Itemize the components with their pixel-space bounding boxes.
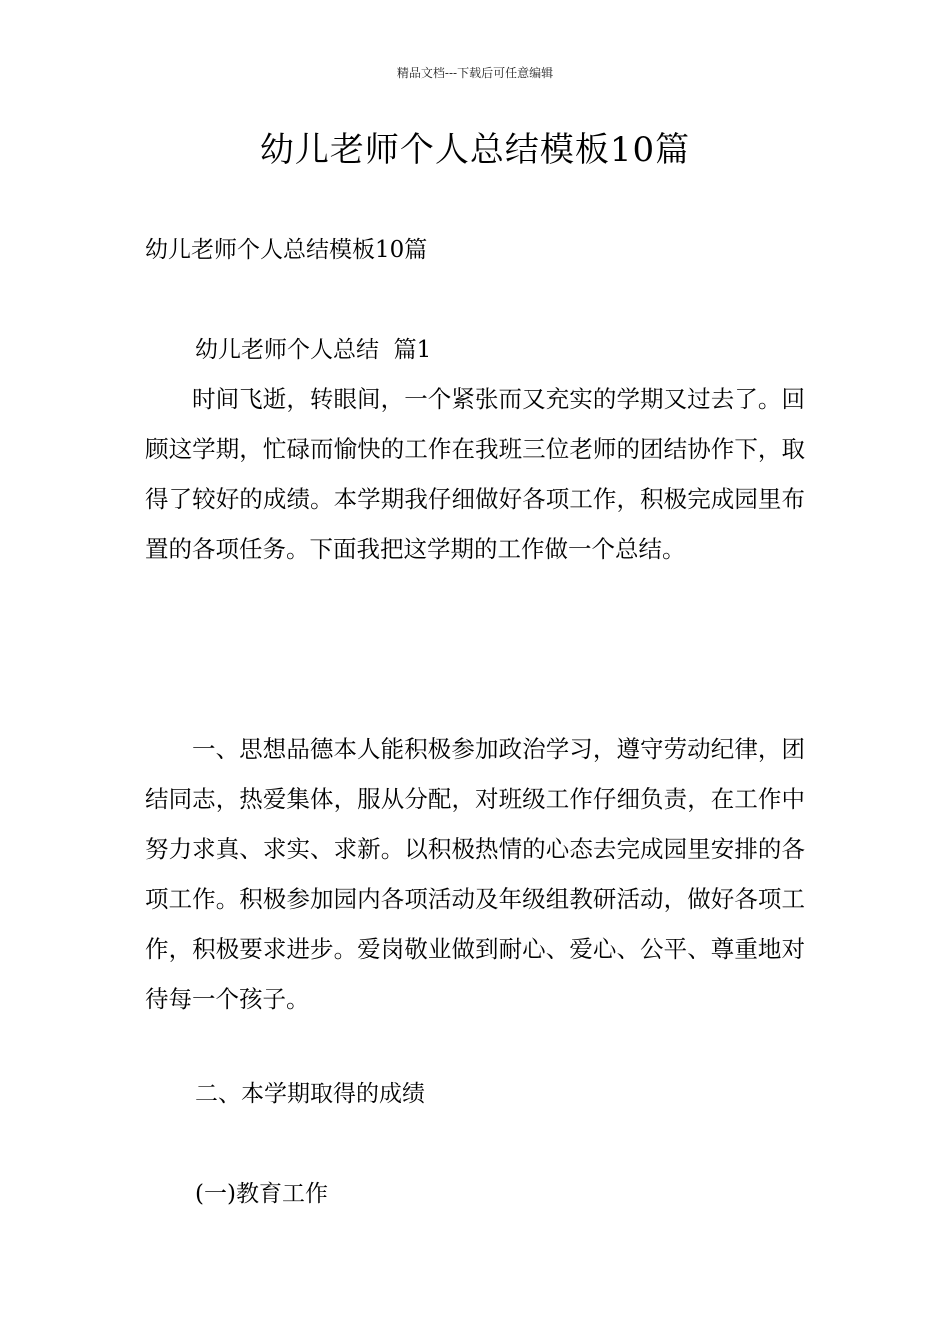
point-two-heading: 二、本学期取得的成绩: [195, 1081, 425, 1107]
intro-paragraph: 时间飞逝，转眼间，一个紧张而又充实的学期又过去了。回顾这学期，忙碌而愉快的工作在我班三位老师的团结协作下，取得了较好的成绩。本学期我仔细做好各项工作，积极完成园里布置的各项任务。下面我把这学期的工作做一个总结。: [145, 385, 805, 563]
section-heading: 幼儿老师个人总结 篇1: [195, 337, 432, 363]
document-subtitle: 幼儿老师个人总结模板10篇: [145, 237, 428, 263]
point-two-subheading: (一)教育工作: [195, 1181, 328, 1207]
point-one-paragraph: 一、思想品德本人能积极参加政治学习，遵守劳动纪律，团结同志，热爱集体，服从分配，对班级工作仔细负责，在工作中努力求真、求实、求新。以积极热情的心态去完成园里安排的各项工作。积极参加园内各项活动及年级组教研活动，做好各项工作，积极要求进步。爱岗敬业做到耐心、爱心、公平、尊重地对待每一个孩子。: [145, 735, 805, 1013]
document-title: 幼儿老师个人总结模板10篇: [259, 130, 691, 170]
header-note: 精品文档---下载后可任意编辑: [396, 66, 554, 80]
